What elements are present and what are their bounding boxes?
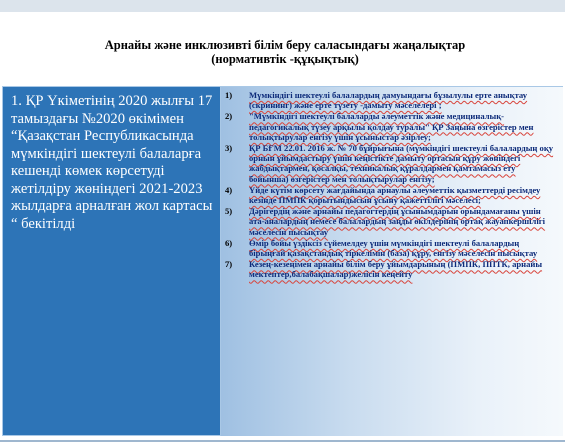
item-text: ҚР БҒМ 22.01. 2016 ж. № 70 бұйрығына (мүмкіндігі шектеулі балалардың оқу орнын ұйымдастыру үшін кеңістікте дамыту ортасын құру жөніндегі жабдықтармен, қосалқы, техникалық құралдармен қамтамасыз ету бойынша) өзгерістер мен толықтырулар енгізу; [249, 143, 554, 184]
top-strip [0, 0, 565, 12]
slide-title-line-2: (нормативтік -құқықтық) [211, 52, 359, 66]
item-text: Дәрігердің және арнайы педагогтердің ұсынымдарын орындамағаны үшін ата-аналардың немесе балалардың заңды өкілдерінің ортақ жауапкершілігі мәселесін пысықтау [249, 206, 546, 237]
right-panel [221, 86, 563, 436]
slide-title [40, 38, 530, 66]
item-text: "Мүмкіндігі шектеулі балаларды әлеуметтік және медициналық-педагогикалық түзеу арқылы қолдау туралы" ҚР Заңына өзгерістер мен толықтырулар енгізу үшін ұсыныстар әзірлеу; [249, 111, 534, 142]
item-number: 4) [225, 184, 233, 195]
item-number: 1) [225, 90, 233, 100]
item-number: 6) [225, 237, 233, 248]
item-number: 7) [225, 259, 233, 270]
bottom-divider [0, 440, 565, 442]
item-text: Мүмкіндігі шектеулі балалардың дамуындағы бұзылулы ерте анықтау (скрининг) және ерте түзету -дамыту мәселелері ; [249, 90, 528, 111]
list-item [223, 185, 559, 205]
list-item [223, 143, 559, 184]
item-text: Кезең-кезеңімен арнайы білім беру ұйымдарының (ПМПК, ППТК, арнайы мектептер,балабақшалар)желісін кеңейту [249, 259, 543, 280]
measures-list [223, 90, 559, 281]
item-number: 5) [225, 206, 233, 217]
item-text: Үйде күтім көрсету жағдайында арнаулы әлеуметтік қызметтерді ресімдеу кезінде ПМПК қорытындысын ұсыну қажеттілігі мәселесі; [249, 184, 541, 206]
list-item [223, 111, 559, 142]
item-text: Өмір бойы үздіксіз сүйемелдеу үшін мүмкіндігі шектеулі балалардың бірыңғай қазақстандық тіркелімін (база) құру, енгізу мәселесін пысықтау [249, 237, 538, 259]
item-number: 2) [225, 111, 233, 122]
list-item [223, 259, 559, 279]
left-panel [2, 86, 221, 436]
slide-title-line-1: Арнайы және инклюзивті білім беру саласындағы жаңалықтар [104, 38, 466, 52]
item-number: 3) [225, 143, 233, 154]
list-item [223, 238, 559, 258]
list-item [223, 206, 559, 237]
list-item [223, 90, 559, 110]
left-panel-text: 1. ҚР Үкіметінің 2020 жылғы 17 тамыздағы №2020 өкімімен “Қазақстан Республикасында мүмкіндігі шектеулі балаларға кешенді көмек көрсетуді жетілдіру жөніндегі 2021-2023 жылдарға арналған жол картасы “ бекітілді [11, 93, 213, 232]
